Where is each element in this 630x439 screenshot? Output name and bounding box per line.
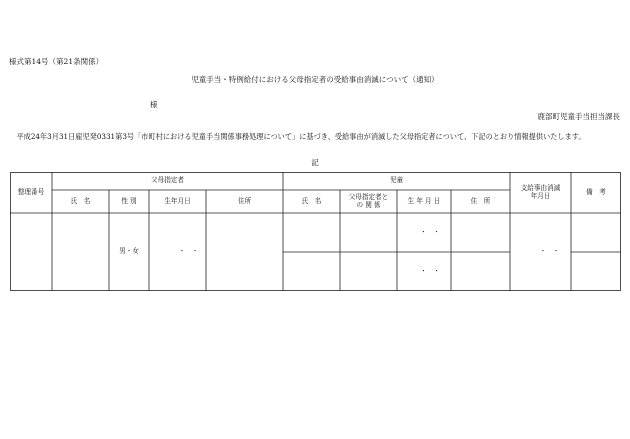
form-number: 様式第14号（第21条関係）	[9, 57, 104, 66]
subheader-jido-address: 住 所	[470, 196, 491, 205]
header-fubo-shiteisha: 父母指定者	[151, 176, 184, 185]
subheader-fubo-name: 氏 名	[70, 196, 91, 205]
fubo-birth-value: ・ ・	[178, 247, 199, 256]
header-biko: 備 考	[586, 187, 606, 196]
header-seiri-bango: 整理番号	[17, 187, 45, 196]
document-title: 児童手当・特例給付における父母指定者の受給事由消滅について（通知）	[191, 75, 439, 84]
subheader-jido-name: 氏 名	[301, 196, 322, 205]
sender-name: 鹿部町児童手当担当課長	[537, 112, 620, 121]
subheader-fubo-birth: 生年月日	[164, 196, 191, 205]
subheader-jido-relation: 父母指定者と の 関 係	[348, 192, 389, 209]
jido-birth-value-2: ・ ・	[420, 266, 440, 275]
jido-birth-value-1: ・ ・	[420, 227, 440, 236]
info-table	[10, 172, 621, 291]
extinction-date-value: ・ ・	[539, 247, 560, 256]
ki-heading: 記	[311, 158, 319, 167]
subheader-jido-birth: 生 年 月 日	[407, 196, 441, 205]
subheader-fubo-address: 住所	[237, 196, 252, 205]
subheader-fubo-sex: 性 別	[121, 196, 137, 205]
header-jido: 児童	[389, 176, 404, 185]
addressee-suffix: 様	[150, 100, 158, 109]
fubo-sex-value: 男・女	[119, 247, 139, 256]
body-paragraph: 平成24年3月31日雇児発0331第3号「市町村における児童手当関係事務処理について」に基づき、受給事由が消滅した父母指定者について、下記のとおり情報提供いたします。	[16, 132, 586, 141]
header-extinction-date: 支給事由消滅 年月日	[520, 183, 561, 200]
